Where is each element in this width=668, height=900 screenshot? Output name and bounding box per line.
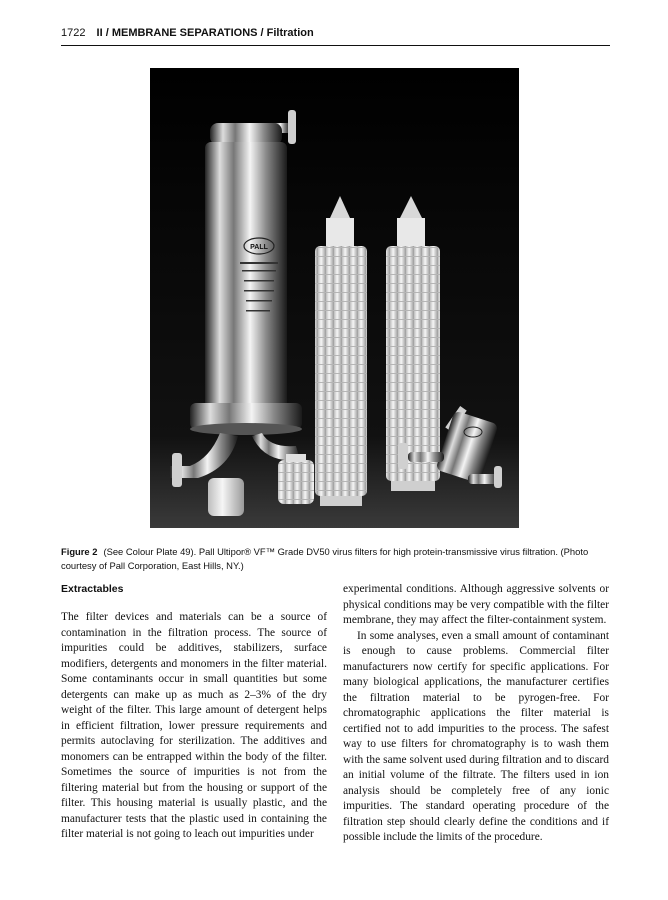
body-paragraph: experimental conditions. Although aggressive solvents or physical conditions may be very compatible with the filter membrane, they may affect the filter-containment system. bbox=[343, 583, 609, 626]
section-heading: Extractables bbox=[61, 583, 124, 595]
left-column bbox=[61, 582, 327, 843]
figure-caption bbox=[61, 545, 610, 573]
right-column bbox=[343, 582, 609, 846]
body-paragraph: In some analyses, even a small amount of contaminant is enough to cause problems. Commercial filter manufacturers now certify for specific applications. For many biological applications, the manufacturer certifies the filtration material to be pyrogen-free. For chromatographic applications the filter material is certified not to add impurities to the process. The safest way to use filters for chromatography is to wash them with the same solvent used during filtration and to discard an initial volume of the filtrate. The filters used in ion analysis should be completely free of any ionic impurities. The standard operating procedure of the filtration step should clearly define the conditions and if possible include the limits of the procedure. bbox=[343, 629, 609, 843]
figure-photo bbox=[150, 68, 519, 528]
figure-label: Figure 2 bbox=[61, 546, 98, 557]
page-number: 1722 bbox=[61, 27, 86, 39]
header-rule bbox=[61, 45, 610, 46]
running-header bbox=[61, 27, 610, 45]
running-title: II / MEMBRANE SEPARATIONS / Filtration bbox=[96, 27, 314, 39]
photo-brand-label: PALL bbox=[250, 244, 268, 251]
body-paragraph: The filter devices and materials can be a source of contamination in the filtration process. The source of impurities could be additives, stabilizers, surface modifiers, detergents and monomers in the filter material. Some contaminants occur in small quantities but some detergents can make up as much as 2–3% of the dry weight of the filter. This large amount of detergent helps in efficient filtration, lower pressure requirements and permits autoclaving for sterilization. The additives and monomers can be entrapped within the body of the filter. Sometimes the source of impurities is not from the filtering material but from the housing or support of the filter. This housing material is usually plastic, and the manufacturer tests that the plastic used in containing the filter material is not going to leach out impurities under bbox=[61, 611, 327, 840]
figure-caption-text: (See Colour Plate 49). Pall Ultipor® VF™ Grade DV50 virus filters for high protein-transmissive virus filtration. (Photo courtesy of Pall Corporation, East Hills, NY.) bbox=[61, 546, 589, 571]
